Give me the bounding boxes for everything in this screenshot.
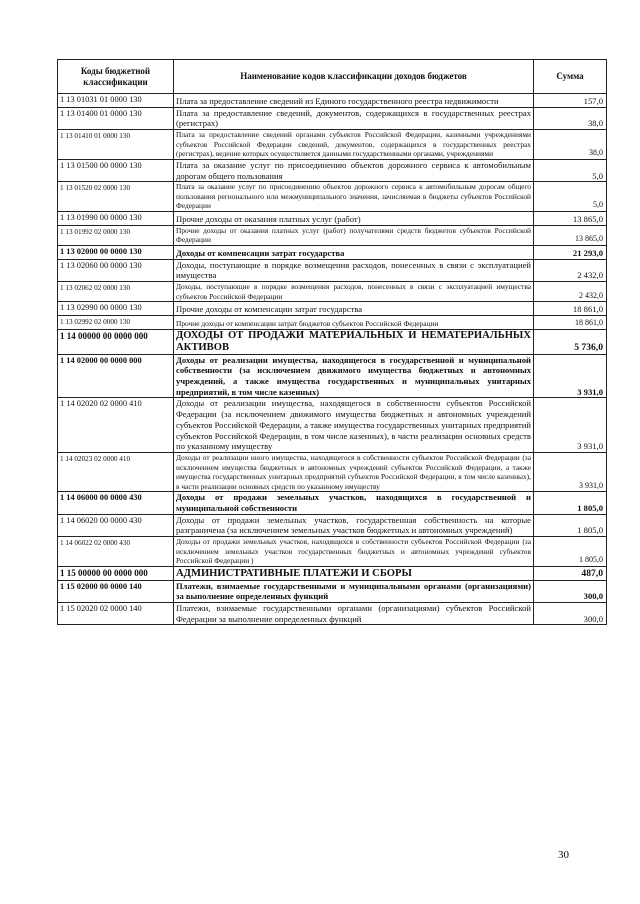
row-name: Прочие доходы от компенсации затрат государства: [174, 302, 534, 316]
row-code: 1 15 00000 00 0000 000: [58, 566, 174, 580]
row-name: Плата за предоставление сведений органами субъектов Российской Федерации, казенными учреждениями субъектов Российской Федерации сведений, документов, содержащихся в государственных реестрах (регистрах), ведение которых осуществляется данными государственными органами, учреждениями: [174, 130, 534, 160]
row-code: 1 13 01500 00 0000 130: [58, 159, 174, 181]
row-sum: 13 865,0: [534, 212, 607, 226]
row-name: Плата за предоставление сведений, документов, содержащихся в государственных реестрах (регистрах): [174, 107, 534, 129]
table-row: [58, 282, 607, 302]
table-row: [58, 354, 607, 398]
table-row: [58, 259, 607, 281]
row-name: Прочие доходы от оказания платных услуг (работ): [174, 212, 534, 226]
table-row: [58, 94, 607, 108]
table-row: [58, 212, 607, 226]
row-code: 1 13 01992 02 0000 130: [58, 225, 174, 245]
row-name: Доходы, поступающие в порядке возмещения расходов, понесенных в связи с эксплуатацией имущества: [174, 259, 534, 281]
row-sum: 1 805,0: [534, 514, 607, 536]
row-code: 1 13 02990 00 0000 130: [58, 302, 174, 316]
row-code: 1 15 02020 02 0000 140: [58, 603, 174, 625]
row-sum: 3 931,0: [534, 354, 607, 398]
table-row: [58, 302, 607, 316]
row-name: Прочие доходы от оказания платных услуг (работ) получателями средств бюджетов субъектов Российской Федерации: [174, 225, 534, 245]
row-sum: 2 432,0: [534, 282, 607, 302]
row-name: Доходы, поступающие в порядке возмещения расходов, понесенных в связи с эксплуатацией имущества субъектов Российской Федерации: [174, 282, 534, 302]
table-row: [58, 453, 607, 492]
row-sum: 300,0: [534, 580, 607, 602]
row-sum: 300,0: [534, 603, 607, 625]
row-name: Доходы от реализации имущества, находящегося в собственности субъектов Российской Федерации (за исключением движимого имущества бюджетных и автономных учреждений субъектов Российской Федерации, а также имущества государственных унитарных предприятий субъектов Российской Федерации, в том числе казенных), в части реализации основных средств по указанному имуществу: [174, 398, 534, 453]
row-name: Доходы от реализации имущества, находящегося в государственной и муниципальной собственности (за исключением движимого имущества бюджетных и автономных учреждений, а также имущества государственных и муниципальных унитарных предприятий, в том числе казенных): [174, 354, 534, 398]
row-sum: 5 736,0: [534, 329, 607, 354]
row-name: Плата за оказание услуг по присоединению объектов дорожного сервиса к автомобильным дорогам общего пользования: [174, 159, 534, 181]
row-code: 1 14 06020 00 0000 430: [58, 514, 174, 536]
row-code: 1 13 01031 01 0000 130: [58, 94, 174, 108]
table-row: [58, 580, 607, 602]
row-sum: 1 805,0: [534, 537, 607, 567]
header-code: Коды бюджетной классификации: [58, 60, 174, 94]
table-row: [58, 225, 607, 245]
row-name: Плата за предоставление сведений из Единого государственного реестра недвижимости: [174, 94, 534, 108]
row-code: 1 14 02020 02 0000 410: [58, 398, 174, 453]
row-sum: 38,0: [534, 130, 607, 160]
table-row: [58, 245, 607, 259]
income-classification-table: [57, 59, 607, 625]
row-name: Доходы от компенсации затрат государства: [174, 245, 534, 259]
row-code: 1 14 02000 00 0000 000: [58, 354, 174, 398]
table-row: [58, 603, 607, 625]
table-row: [58, 315, 607, 329]
row-code: 1 13 02060 00 0000 130: [58, 259, 174, 281]
row-name: Доходы от продажи земельных участков, государственная собственность на которые разграничена (за исключением земельных участков бюджетных и автономных учреждений): [174, 514, 534, 536]
row-sum: 1 805,0: [534, 492, 607, 514]
table-row: [58, 566, 607, 580]
row-code: 1 14 00000 00 0000 000: [58, 329, 174, 354]
row-code: 1 13 02062 02 0000 130: [58, 282, 174, 302]
header-sum: Сумма: [534, 60, 607, 94]
table-row: [58, 398, 607, 453]
row-sum: 3 931,0: [534, 398, 607, 453]
row-name: Доходы от продажи земельных участков, находящихся в государственной и муниципальной собственности: [174, 492, 534, 514]
table-row: [58, 514, 607, 536]
row-code: 1 13 01410 01 0000 130: [58, 130, 174, 160]
row-name: Плата за оказание услуг по присоединению объектов дорожного сервиса к автомобильным дорогам общего пользования регионального или межмуниципального значения, зачисляемая в бюджеты субъектов Российской Федерации: [174, 182, 534, 212]
row-sum: 21 293,0: [534, 245, 607, 259]
row-name: Доходы от реализации иного имущества, находящегося в собственности субъектов Российской Федерации (за исключением имущества бюджетных и автономных учреждений субъектов Российской Федерации, а также имущества государственных унитарных предприятий субъектов Российской Федерации, в том числе казенных), в части реализации основных средств по указанному имуществу: [174, 453, 534, 492]
table-row: [58, 329, 607, 354]
row-sum: 18 861,0: [534, 315, 607, 329]
row-code: 1 13 01990 00 0000 130: [58, 212, 174, 226]
table-body: [58, 94, 607, 625]
row-code: 1 13 02992 02 0000 130: [58, 315, 174, 329]
table-row: [58, 130, 607, 160]
row-sum: 5,0: [534, 159, 607, 181]
table-row: [58, 182, 607, 212]
row-code: 1 14 06022 02 0000 430: [58, 537, 174, 567]
row-code: 1 13 02000 00 0000 130: [58, 245, 174, 259]
row-code: 1 13 01520 02 0000 130: [58, 182, 174, 212]
row-sum: 3 931,0: [534, 453, 607, 492]
row-code: 1 13 01400 01 0000 130: [58, 107, 174, 129]
row-name: Прочие доходы от компенсации затрат бюджетов субъектов Российской Федерации: [174, 315, 534, 329]
row-sum: 18 861,0: [534, 302, 607, 316]
row-sum: 2 432,0: [534, 259, 607, 281]
row-sum: 38,0: [534, 107, 607, 129]
row-name: Доходы от продажи земельных участков, находящихся в собственности субъектов Российской Федерации (за исключением земельных участков государственных бюджетных и автономных учреждений субъектов Российской Федерации ): [174, 537, 534, 567]
row-sum: 487,0: [534, 566, 607, 580]
table-row: [58, 107, 607, 129]
table-row: [58, 537, 607, 567]
row-code: 1 14 02023 02 0000 410: [58, 453, 174, 492]
row-name: АДМИНИСТРАТИВНЫЕ ПЛАТЕЖИ И СБОРЫ: [174, 566, 534, 580]
table-row: [58, 492, 607, 514]
table-row: [58, 159, 607, 181]
header-name: Наименование кодов классификации доходов бюджетов: [174, 60, 534, 94]
row-name: Платежи, взимаемые государственными органами (организациями) субъектов Российской Федерации за выполнение определенных функций: [174, 603, 534, 625]
row-code: 1 15 02000 00 0000 140: [58, 580, 174, 602]
table-header-row: [58, 60, 607, 94]
row-sum: 13 865,0: [534, 225, 607, 245]
page-number: 30: [558, 849, 569, 861]
row-name: ДОХОДЫ ОТ ПРОДАЖИ МАТЕРИАЛЬНЫХ И НЕМАТЕРИАЛЬНЫХ АКТИВОВ: [174, 329, 534, 354]
row-code: 1 14 06000 00 0000 430: [58, 492, 174, 514]
row-sum: 157,0: [534, 94, 607, 108]
row-sum: 5,0: [534, 182, 607, 212]
row-name: Платежи, взимаемые государственными и муниципальными органами (организациями) за выполнение определенных функций: [174, 580, 534, 602]
